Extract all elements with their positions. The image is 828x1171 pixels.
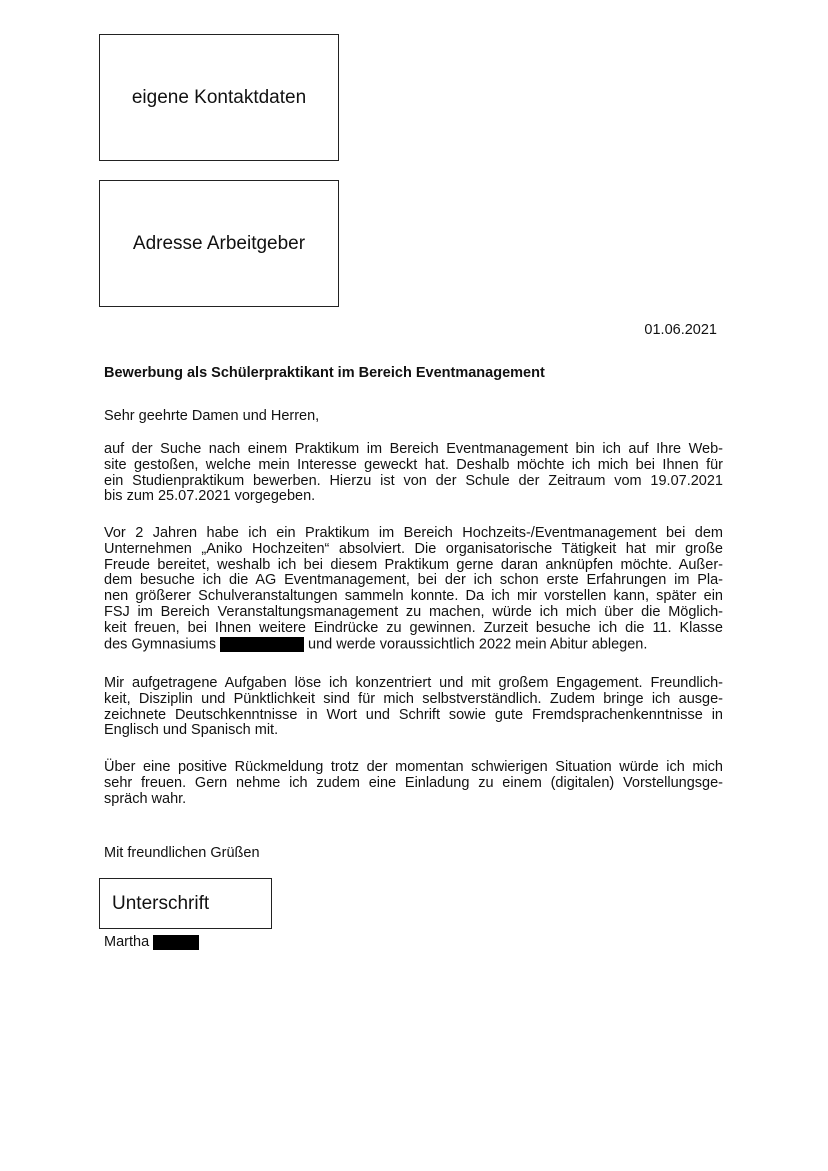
paragraph-line: site gestoßen, welche mein Interesse geweckt hat. Deshalb möchte ich mich bei Ihnen für: [104, 456, 723, 473]
employer-address-box: [99, 180, 339, 307]
letter-salutation: Sehr geehrte Damen und Herren,: [104, 408, 320, 424]
letter-subject: Bewerbung als Schülerpraktikant im Bereich Eventmanagement: [104, 365, 545, 381]
paragraph-line: FSJ im Bereich Veranstaltungsmanagement zu machen, würde ich mich über die Möglich-: [104, 603, 723, 620]
signature-label: Unterschrift: [112, 892, 210, 914]
redacted-school-name: [220, 637, 304, 652]
contact-details-label: eigene Kontaktdaten: [131, 86, 307, 108]
paragraph-experience: [104, 526, 723, 653]
paragraph-intro: [104, 442, 723, 505]
letter-closing: Mit freundlichen Grüßen: [104, 845, 260, 861]
school-prefix: des Gymnasiums: [104, 635, 217, 652]
paragraph-line: Freude bereitet, weshalb ich bei diesem Praktikum gerne daran anknüpfen möchte. Außer-: [104, 556, 723, 573]
paragraph-line: auf der Suche nach einem Praktikum im Bereich Eventmanagement bin ich auf Ihre Web-: [104, 441, 723, 457]
paragraph-line: spräch wahr.: [104, 790, 187, 807]
redacted-surname: [153, 935, 199, 950]
signer-first-name: Martha: [104, 934, 150, 950]
letter-date: 01.06.2021: [644, 322, 717, 338]
paragraph-line: Über eine positive Rückmeldung trotz der momentan schwierigen Situation würde ich mich: [104, 759, 723, 775]
paragraph-line: [104, 637, 723, 653]
paragraph-line: keit freuen, bei Ihnen weitere Eindrücke zu gewinnen. Zurzeit besuche ich die 11. Klasse: [104, 619, 723, 636]
paragraph-line: Englisch und Spanisch mit.: [104, 722, 279, 739]
paragraph-line: Unternehmen „Aniko Hochzeiten“ absolviert. Die organisatorische Tätigkeit hat mir große: [104, 540, 723, 557]
paragraph-line: sehr freuen. Gern nehme ich zudem eine Einladung zu einem (digitalen) Vorstellungsge-: [104, 774, 723, 791]
school-suffix: und werde voraussichtlich 2022 mein Abitur ablegen.: [308, 635, 648, 652]
paragraph-line: bis zum 25.07.2021 vorgegeben.: [104, 488, 316, 505]
paragraph-line: ein Studienpraktikum bewerben. Hierzu ist von der Schule der Zeitraum vom 19.07.2021: [104, 472, 723, 489]
paragraph-line: nen größerer Schulveranstaltungen sammeln konnte. Da ich mir vorstellen kann, später ein: [104, 588, 723, 605]
paragraph-line: dem besuche ich die AG Eventmanagement, bei der ich schon erste Erfahrungen im Pla-: [104, 572, 723, 589]
paragraph-closing-request: [104, 760, 723, 807]
employer-address-label: Adresse Arbeitgeber: [132, 232, 306, 254]
signature-box: [99, 878, 272, 929]
contact-details-box: [99, 34, 339, 161]
paragraph-line: Mir aufgetragene Aufgaben löse ich konzentriert und mit großem Engagement. Freundlich-: [104, 675, 723, 691]
paragraph-line: keit, Disziplin und Pünktlichkeit sind für mich selbstverständlich. Zudem bringe ich ausge-: [104, 690, 723, 707]
paragraph-line: Vor 2 Jahren habe ich ein Praktikum im Bereich Hochzeits-/Eventmanagement bei dem: [104, 525, 723, 541]
paragraph-skills: [104, 676, 723, 739]
signer-name: [104, 934, 199, 950]
paragraph-line: zeichnete Deutschkenntnisse in Wort und Schrift sowie gute Fremdsprachenkenntnisse in: [104, 706, 723, 723]
